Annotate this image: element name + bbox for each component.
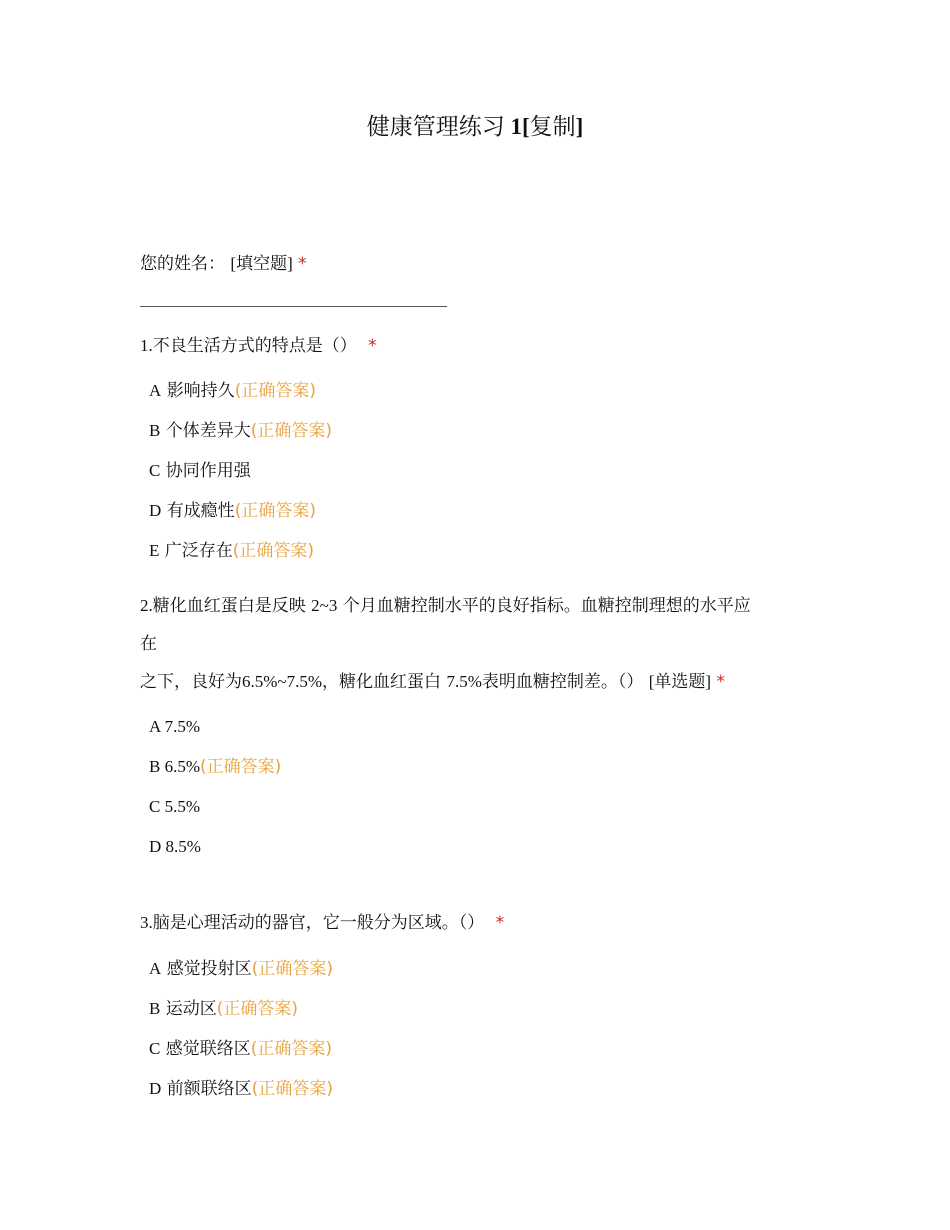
option-text: 感觉联络区: [165, 1039, 251, 1059]
question-text: 不良生活方式的特点是（）: [152, 336, 357, 356]
correct-answer-mark: (正确答案): [251, 1079, 333, 1099]
option-letter: A: [149, 959, 162, 978]
option-letter: D: [149, 501, 162, 520]
option-letter: B: [149, 999, 161, 1018]
option-letter: B: [149, 421, 161, 440]
option-text: 广泛存在: [164, 541, 233, 561]
q1-option-c: [149, 459, 251, 483]
q2-option-c: [149, 795, 200, 819]
question-number: 2.: [140, 596, 153, 615]
question-2-title-line-2: [140, 632, 157, 656]
q2-option-b: [149, 755, 281, 779]
required-mark: *: [298, 254, 307, 274]
option-text: 影响持久: [166, 381, 235, 401]
q3-option-a: [149, 957, 333, 981]
question-text-part: 在: [140, 634, 157, 654]
question-2-title-line-1: [140, 594, 751, 618]
correct-answer-mark: (正确答案): [234, 381, 316, 401]
question-text-part: 糖化血红蛋白是反映: [152, 596, 306, 616]
question-number: 3.: [140, 913, 153, 932]
option-text: 前额联络区: [166, 1079, 252, 1099]
option-letter: E: [149, 541, 160, 560]
question-text: 脑是心理活动的器官，它一般分为区域。（）: [152, 913, 485, 933]
q1-option-b: [149, 419, 332, 443]
title-copy-label: 复制: [529, 114, 576, 139]
option-letter: D: [149, 837, 162, 856]
option-letter: C: [149, 797, 161, 816]
question-text-part: 表明血糖控制差。（）: [481, 672, 644, 692]
option-text: 感觉投射区: [166, 959, 252, 979]
option-text: 6.5%: [164, 757, 201, 776]
question-2-title-line-3: [140, 670, 725, 694]
option-text: 个体差异大: [165, 421, 251, 441]
option-letter: A: [149, 381, 162, 400]
question-number: 1.: [140, 336, 153, 355]
option-text: 7.5%: [164, 717, 201, 736]
q3-option-c: [149, 1037, 332, 1061]
q1-option-a: [149, 379, 316, 403]
name-label: 您的姓名：: [140, 254, 225, 274]
option-text: 有成瘾性: [166, 501, 235, 521]
required-mark: *: [495, 913, 505, 933]
option-letter: D: [149, 1079, 162, 1098]
correct-answer-mark: (正确答案): [232, 541, 315, 561]
option-letter: A: [149, 717, 161, 736]
correct-answer-mark: (正确答案): [216, 999, 299, 1019]
question-value: 6.5%~7.5%: [242, 672, 323, 691]
option-text: 8.5%: [165, 837, 201, 856]
title-number: 1[: [510, 114, 530, 139]
question-text-part: 个月血糖控制水平的良好指标。血糖控制理想的水平应: [342, 596, 751, 616]
option-letter: C: [149, 461, 161, 480]
correct-answer-mark: (正确答案): [251, 959, 333, 979]
option-text: 5.5%: [164, 797, 201, 816]
required-mark: *: [368, 336, 377, 356]
required-mark: *: [716, 672, 725, 692]
option-letter: B: [149, 757, 161, 776]
option-text: 协同作用强: [165, 461, 251, 481]
q1-option-d: [149, 499, 316, 523]
question-1-title: [140, 334, 377, 358]
correct-answer-mark: (正确答案): [250, 421, 333, 441]
title-text: 健康管理练习: [366, 114, 505, 139]
correct-answer-mark: (正确答案): [200, 757, 282, 777]
name-answer-line: [140, 306, 447, 307]
title-bracket: ]: [575, 114, 584, 139]
q1-option-e: [149, 539, 314, 563]
option-text: 运动区: [165, 999, 217, 1019]
option-letter: C: [149, 1039, 161, 1058]
name-question: [140, 252, 307, 276]
page-title: [0, 112, 950, 142]
correct-answer-mark: (正确答案): [250, 1039, 333, 1059]
q2-option-a: [149, 715, 200, 739]
question-number-range: 2~3: [311, 596, 338, 615]
q3-option-b: [149, 997, 298, 1021]
q3-option-d: [149, 1077, 333, 1101]
q2-option-d: [149, 835, 201, 859]
question-3-title: [140, 911, 504, 935]
question-type: [单选题]: [648, 672, 712, 691]
correct-answer-mark: (正确答案): [234, 501, 316, 521]
question-text-part: ，糖化血红蛋白: [322, 672, 442, 692]
question-text-part: 之下，良好为: [140, 672, 242, 692]
question-value: 7.5%: [446, 672, 482, 691]
question-type: [填空题]: [230, 254, 293, 273]
